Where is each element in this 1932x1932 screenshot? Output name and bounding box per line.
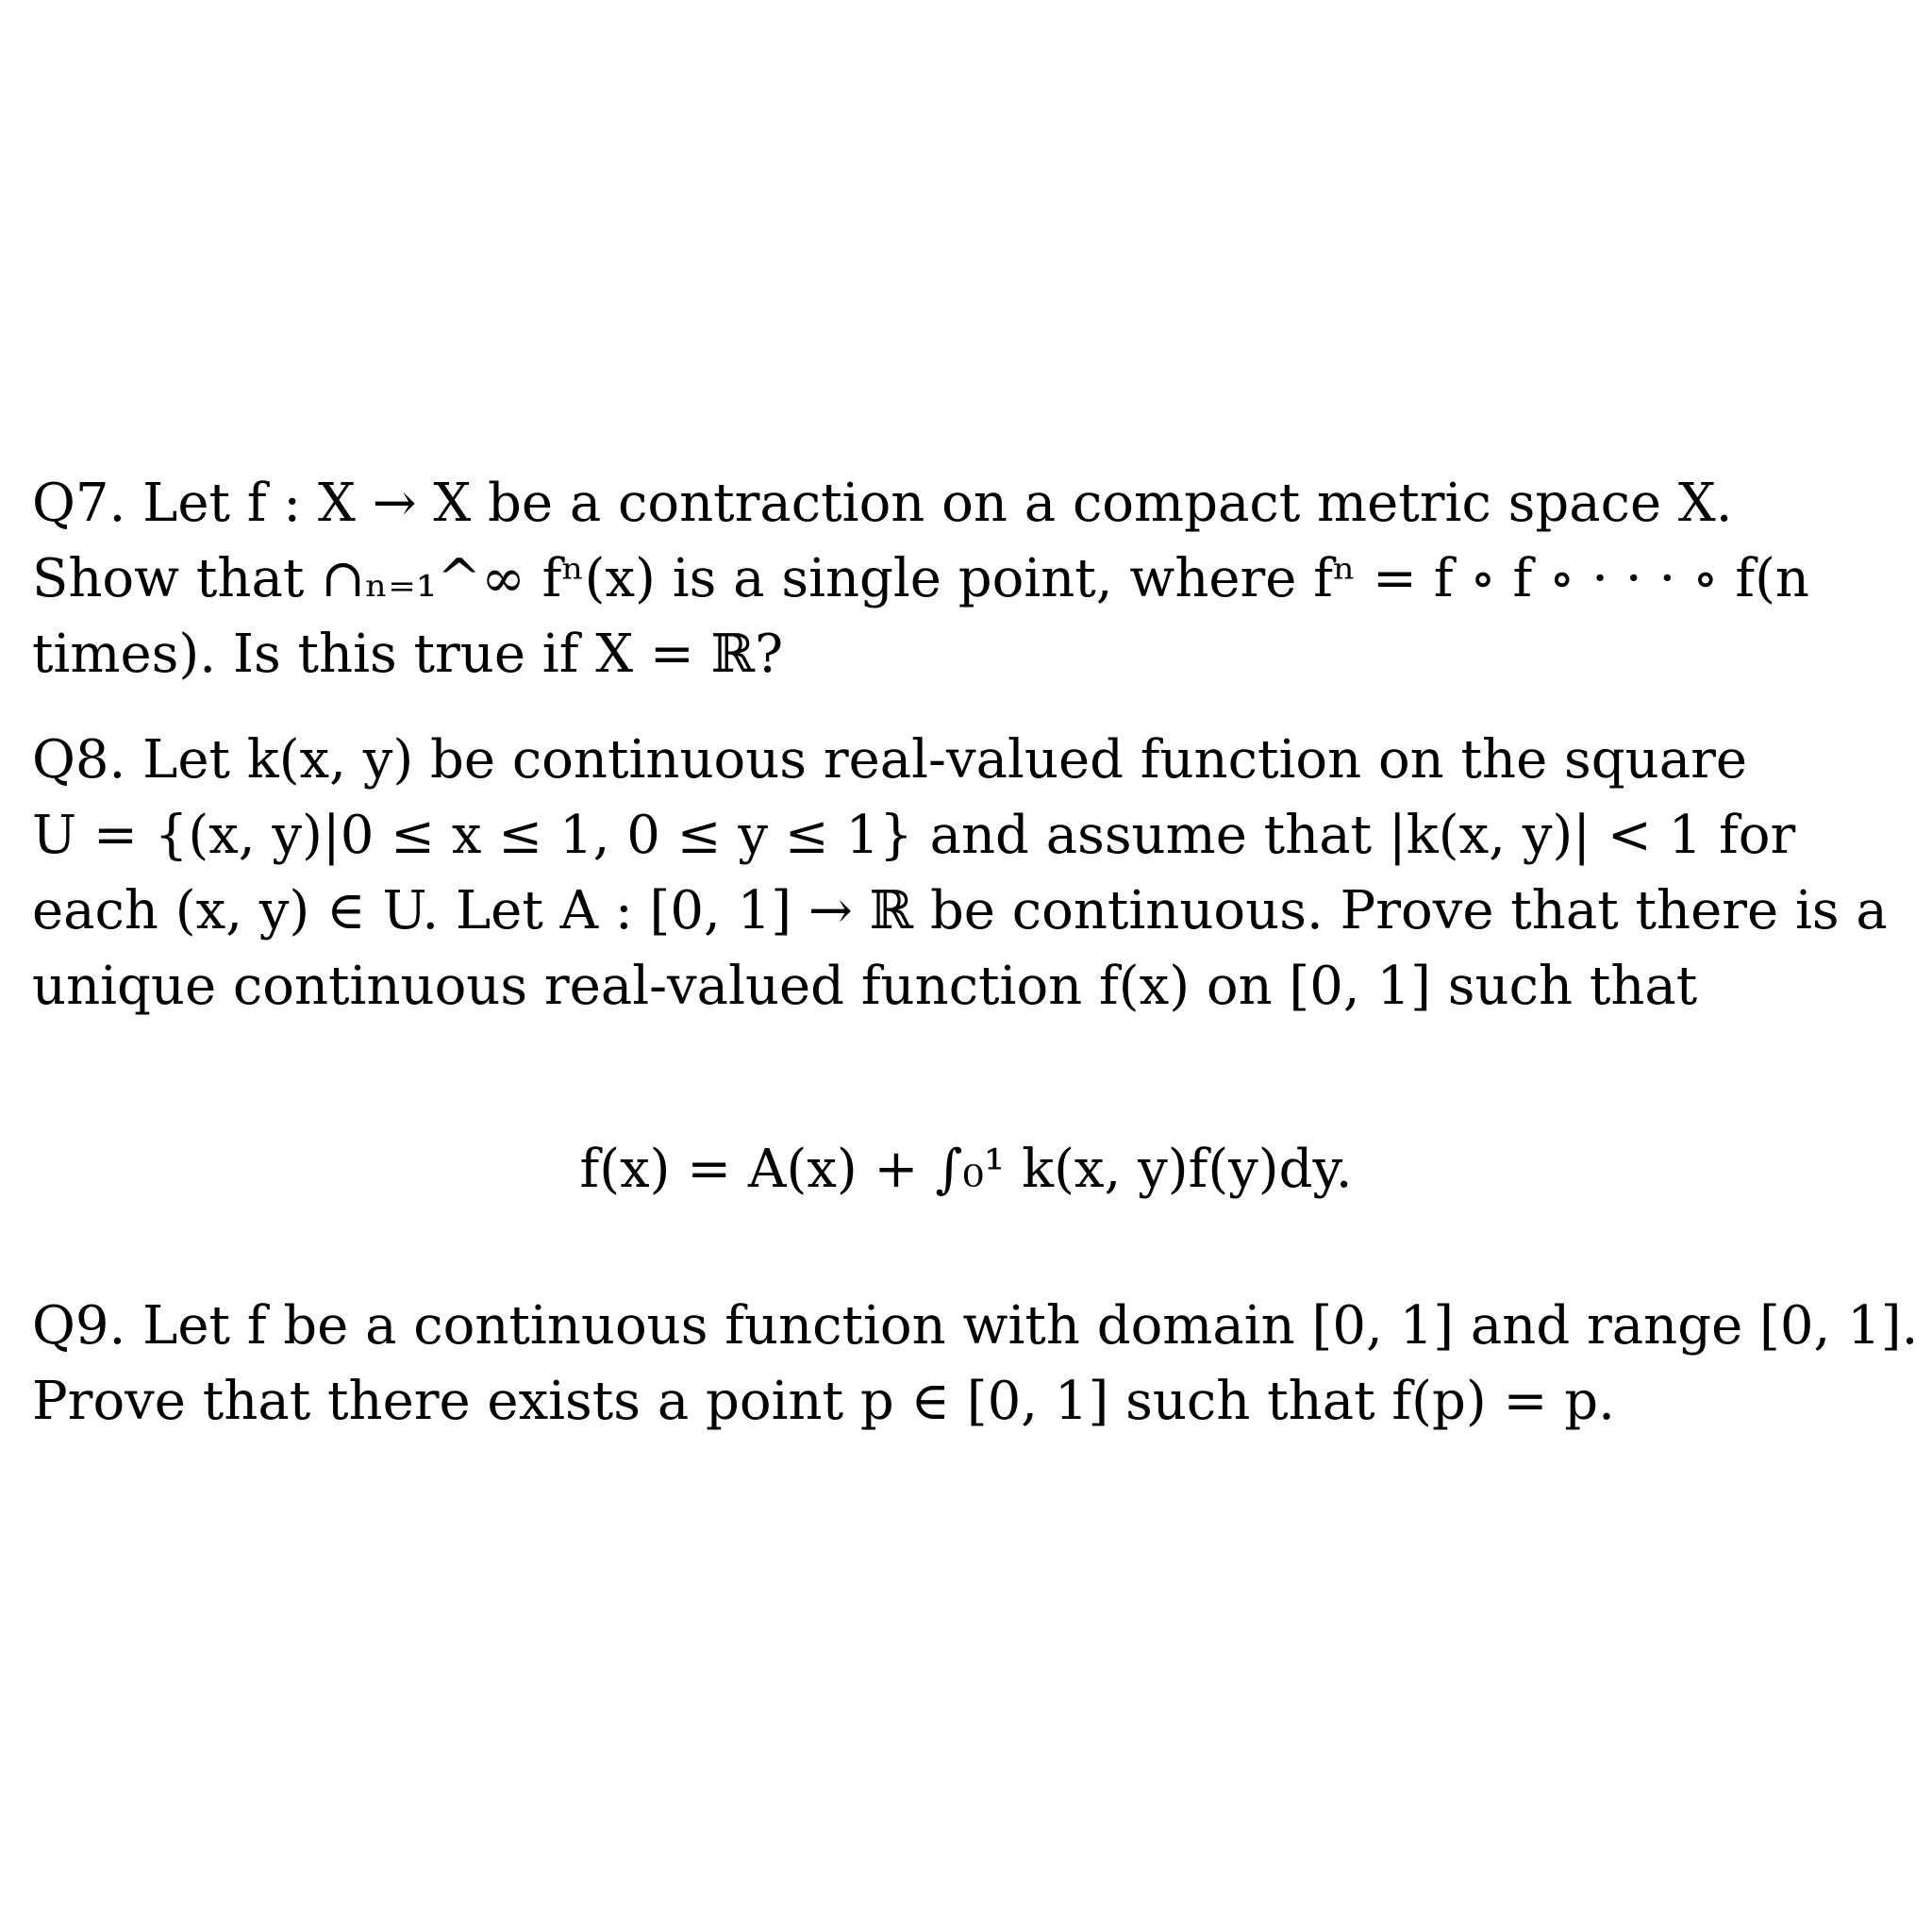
q8-line-4: unique continuous real-valued function f(x) on [0, 1] such that (32, 956, 1698, 1017)
q8-line-3: each (x, y) ∈ U. Let A : [0, 1] → ℝ be continuous. Prove that there is a (32, 880, 1888, 941)
q9-line-1: Q9. Let f be a continuous function with domain [0, 1] and range [0, 1]. (32, 1295, 1919, 1357)
q7-line-2: Show that ∩ₙ₌₁^∞ fⁿ(x) is a single point, where fⁿ = f ∘ f ∘ · · · ∘ f(n (32, 548, 1809, 609)
q8-line-2: U = {(x, y)|0 ≤ x ≤ 1, 0 ≤ y ≤ 1} and assume that |k(x, y)| < 1 for (32, 805, 1796, 866)
q9-line-2: Prove that there exists a point p ∈ [0, 1] such that f(p) = p. (32, 1371, 1615, 1432)
q7-line-3: times). Is this true if X = ℝ? (32, 624, 784, 685)
q8-line-1: Q8. Let k(x, y) be continuous real-valued function on the square (32, 729, 1748, 791)
q7-line-1: Q7. Let f : X → X be a contraction on a compact metric space X. (32, 473, 1733, 534)
q8-integral-equation: f(x) = A(x) + ∫₀¹ k(x, y)f(y)dy. (579, 1139, 1353, 1200)
